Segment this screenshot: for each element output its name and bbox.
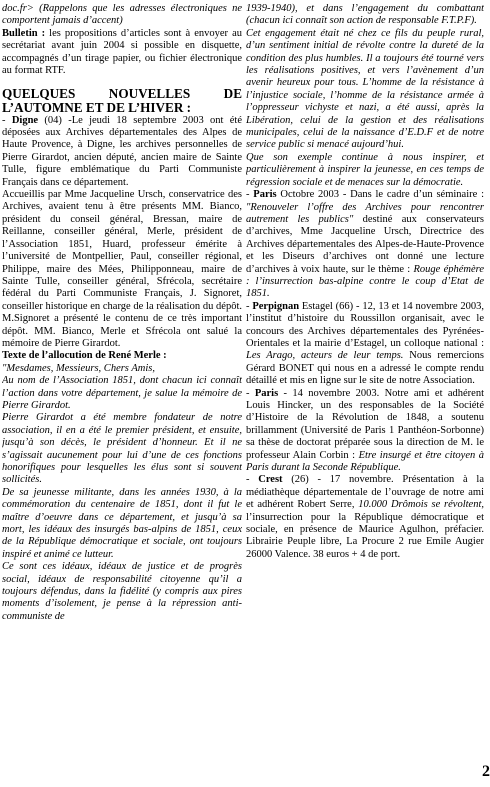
crest-place: Crest	[258, 474, 283, 486]
digne-text: (04) -Le jeudi 18 septembre 2003 ont été déposées aux Archives départementales des Alpes de Haute Provence, à Digne, les archives personnelles de Pierre Girardot, ancien député, ancien maire de Sainte Tulle, figure emblématique du Parti Communiste Français dans ce département.	[2, 114, 242, 188]
intro-paragraph: doc.fr> (Rappelons que les adresses électroniques ne comportent jamais d’accent)	[2, 3, 242, 27]
paris-october-paragraph: - Paris Octobre 2003 - Dans le cadre d’un séminaire : "Renouveler l’offre des Archives pour rencontrer autrement les publics" destiné aux conservateurs d’archives, Mme Jacqueline Ursch, Directrice des Archives départementales des Alpes-de-Haute-Provence et les Diseurs d’archives ont donné une lecture d’archives à voix haute, sur le thème : Rouge éphémère : l’insurrection bas-alpine contre le coup d’Etat de 1851.	[246, 189, 484, 300]
digne-place: Digne	[11, 114, 39, 126]
speech-paragraph-2: Pierre Girardot a été membre fondateur de notre association, il en a été le premier président, et ensuite, jusqu’à son décès, le président d’honneur. Et il ne s’agissait aucunement pour lui d’une de ces fonctions honorifiques pour lesquelles les élus sont si souvent sollicités.	[2, 412, 242, 486]
perpignan-colloquium-title: Les Arago, acteurs de leur temps.	[246, 350, 404, 362]
crest-book-title: 10.000 Drômois se révoltent,	[358, 499, 484, 511]
speech-paragraph-5: Cet engagement était né chez ce fils du peuple rural, d’un sentiment initial de révolte contre la dureté de la condition des plus humbles. Il a toujours été tourné vers les réalisations positives, et vers l’avènement d’un avenir heureux pour tous. L’homme de la résistance à l’injustice sociale, l’homme de la résistance armée à l’oppresseur vichyste et nazi, a été aussi, après la Libération, celui de la gestion et des réalisations municipales, celui de la naissance d’E.D.F et de notre service public si menacé aujourd’hui.	[246, 27, 484, 151]
paris-october-text-2: destiné aux conservateurs d’archives, Mme Jacqueline Ursch, Directrice des Archives départementales des Alpes-de-Haute-Provence et les Diseurs d’archives ont donné une lecture d’archives à voix haute, sur le thème :	[246, 213, 484, 275]
perpignan-text-2: Nous remercions Gérard BONET qui nous en a adressé le compte rendu détaillé et mis en ligne sur le site de notre Association.	[246, 350, 484, 387]
crest-paragraph: - Crest (26) - 17 novembre. Présentation à la médiathèque départementale de l’ouvrage de notre ami et adhérent Robert Serre, 10.000 Drômois se révoltent, l’insurrection pour la République démocratique et sociale, en présence de Maurice Agulhon, préfacier. Librairie Peuple libre, La Procure 2 rue Emile Augier 26000 Valence. 38 euros + 4 de port.	[246, 474, 484, 560]
accueil-paragraph: Accueillis par Mme Jacqueline Ursch, conservatrice des Archives, avaient tenu à être présents MM. Bianco, président du conseil général, Bressan, maire de Reillanne, conseiller général, Merle, président de l’Association 1851, Huard, professeur émérite à l’université de Montpellier, Paul, conseiller régional, Philippe, maire des Mées, Philipponneau, maire de Sainte Tulle, conseiller général, Sfrécola, secrétaire fédéral du Parti Communiste Français, J. Signoret, conseiller historique en charge de la réalisation du dépôt. M.Signoret a présenté le contenu de ce très important dépôt. MM. Bianco, Merle et Sfrécola ont salué la mémoire de Pierre Girardot.	[2, 189, 242, 349]
bulletin-label: Bulletin :	[2, 27, 46, 39]
bulletin-paragraph	[2, 28, 242, 78]
left-column	[2, 3, 242, 781]
perpignan-text: Estagel (66) - 12, 13 et 14 novembre 2003, l’institut d’histoire du Roussillon organisait, avec le concours des Archives départementales des Pyrénées-Orientales et la mairie d’Estagel, un colloque national :	[246, 300, 484, 349]
crest-text: (26) - 17 novembre. Présentation à la médiathèque départementale de l’ouvrage de notre ami et adhérent Robert Serre,	[246, 474, 484, 511]
speech-paragraph-4-cont: 1939-1940), et dans l’engagement du combattant (chacun ici connaît son action de responsable F.T.P.F).	[246, 3, 484, 27]
paris-november-thesis-title: Etre insurgé et être citoyen à Paris durant la Seconde République.	[246, 449, 484, 474]
speech-paragraph-6: Que son exemple continue à nous inspirer, et particulièrement à inspirer la jeunesse, en ces temps de régression sociale et de menaces sur la démocratie.	[246, 151, 484, 188]
paris-november-text: - 14 novembre 2003. Notre ami et adhérent Louis Hincker, un des responsables de la Société d’Histoire de la Révolution de 1848, a soutenu brillamment (Université de Paris 1 Panthéon-Sorbonne) sa thèse de doctorat préparée sous la direction de M. le professeur Alain Corbin :	[246, 387, 484, 461]
crest-text-2: l’insurrection pour la République démocratique et sociale, en présence de Maurice Agulhon, préfacier. Librairie Peuple libre, La Procure 2 rue Emile Augier 26000 Valence. 38 euros + 4 de port.	[246, 511, 484, 560]
perpignan-paragraph: - Perpignan Estagel (66) - 12, 13 et 14 novembre 2003, l’institut d’histoire du Roussillon organisait, avec le concours des Archives départementales des Pyrénées-Orientales et la mairie d’Estagel, un colloque national : Les Arago, acteurs de leur temps. Nous remercions Gérard BONET qui nous en a adressé le compte rendu détaillé et mis en ligne sur le site de notre Association.	[246, 300, 484, 387]
speech-paragraph-3: De sa jeunesse militante, dans les années 1930, à la commémoration du centenaire de 1851, dont il fut le maître d’oeuvre dans ce département, et jusqu’à sa mort, les idéaux des insurgés bas-alpins de 1851, ceux de la République démocratique et sociale, ont toujours inspiré et animé ce lutteur.	[2, 486, 242, 560]
paris-october-place: Paris	[253, 189, 277, 201]
speech-salutation: "Mesdames, Messieurs, Chers Amis,	[2, 362, 155, 374]
allocution-heading: Texte de l’allocution de René Merle :	[2, 350, 167, 362]
digne-paragraph: - Digne (04) -Le jeudi 18 septembre 2003 ont été déposées aux Archives départementales des Alpes de Haute Provence, à Digne, les archives personnelles de Pierre Girardot, ancien député, ancien maire de Sainte Tulle, figure emblématique du Parti Communiste Français dans ce département.	[2, 114, 242, 188]
paris-october-theme: Rouge éphémère : l’insurrection bas-alpine contre le coup d’Etat de 1851.	[246, 263, 484, 300]
section-heading: QUELQUES NOUVELLES DE L’AUTOMNE ET DE L’HIVER :	[2, 86, 242, 116]
right-column	[246, 3, 484, 781]
paris-november-place: Paris	[254, 387, 279, 399]
page-number: 2	[482, 763, 490, 780]
bulletin-text: les propositions d’articles sont à envoyer au secrétariat avant juin 2004 si possible en disquette, accompagnés d’un tirage papier, ou fichier électronique au format RTF.	[2, 27, 242, 77]
speech-paragraph-1: Au nom de l’Association 1851, dont chacun ici connaît l’action dans votre département, je salue la mémoire de Pierre Girardot.	[2, 375, 242, 411]
perpignan-place: Perpignan	[252, 300, 300, 312]
paris-october-text: Octobre 2003 - Dans le cadre d’un séminaire :	[276, 189, 484, 201]
paris-october-seminar-title: "Renouveler l’offre des Archives pour rencontrer autrement les publics"	[246, 201, 484, 225]
speech-paragraph-4: Ce sont ces idéaux, idéaux de justice et de progrès social, idéaux de responsabilité citoyenne qu’il a toujours défendus, dans la fidélité (y compris aux pires moments d’isolement, je pense à la répression anti-communiste de	[2, 561, 242, 622]
paris-november-paragraph: - Paris - 14 novembre 2003. Notre ami et adhérent Louis Hincker, un des responsables de la Société d’Histoire de la Révolution de 1848, a soutenu brillamment (Université de Paris 1 Panthéon-Sorbonne) sa thèse de doctorat préparée sous la direction de M. le professeur Alain Corbin : Etre insurgé et être citoyen à Paris durant la Seconde République.	[246, 387, 484, 474]
